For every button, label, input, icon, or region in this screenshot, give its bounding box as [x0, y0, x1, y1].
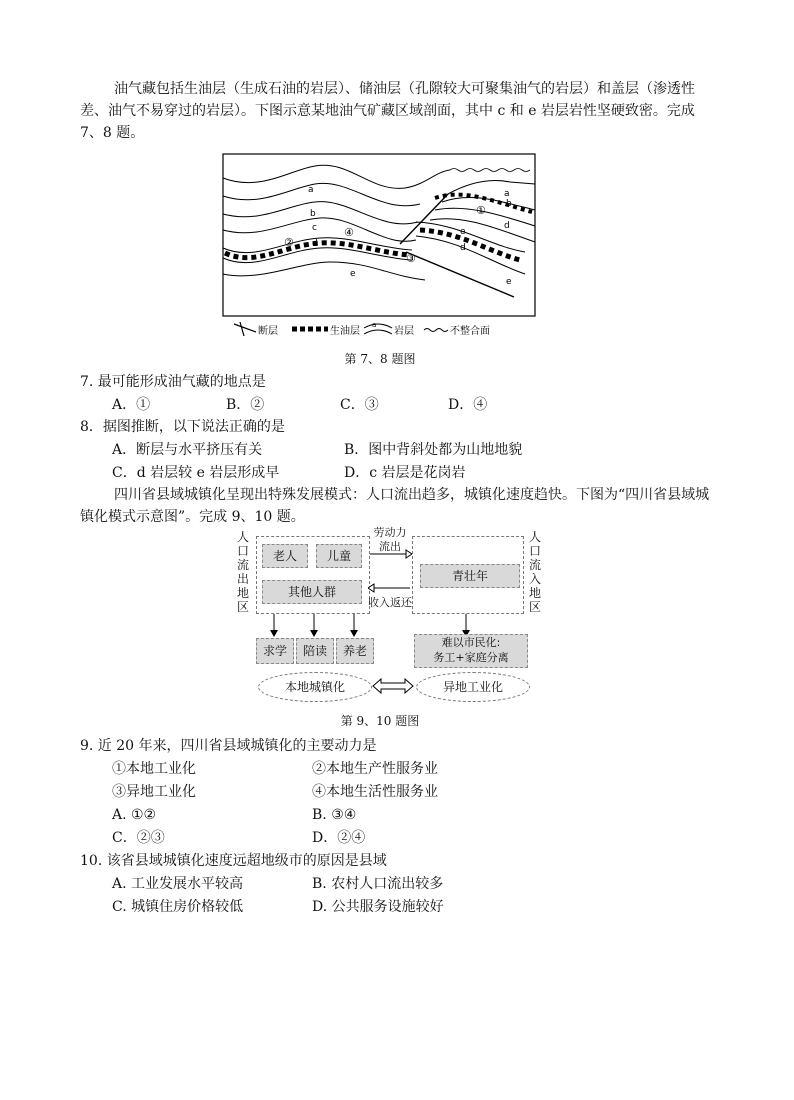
marker-1: ① [476, 204, 486, 217]
label-d-right-2: d [504, 221, 510, 231]
study-box: 求学 [256, 638, 294, 664]
oil-reservoir-figure [220, 152, 540, 342]
left-char-3: 出 [236, 572, 249, 586]
accompany-box: 陪读 [296, 638, 334, 664]
remote-industry-ellipse: 异地工业化 [416, 672, 530, 702]
rock-legend-icon [364, 324, 392, 334]
label-d: d [312, 239, 318, 249]
left-char-1: 口 [236, 544, 249, 558]
label-e: e [350, 269, 356, 279]
q9-stem: 9. 近 20 年来，四川省县域城镇化的主要动力是 [80, 738, 377, 754]
youth-box: 青壮年 [420, 564, 520, 588]
q7-option-a[interactable]: A．① [112, 397, 151, 413]
q9-item-2: ②本地生产性服务业 [312, 761, 438, 777]
label-a-right: a [504, 189, 510, 199]
hard-citizen-box [414, 634, 528, 668]
right-char-4: 地 [528, 586, 541, 600]
left-char-5: 区 [236, 600, 249, 614]
left-char-2: 流 [236, 558, 249, 572]
q8-option-a[interactable]: A．断层与水平挤压有关 [112, 442, 263, 458]
marker-2: ② [284, 236, 294, 249]
q9-item-1: ①本地工业化 [112, 761, 196, 777]
left-char-0: 人 [236, 530, 249, 544]
urbanization-figure [232, 528, 552, 708]
q8-stem: 8．据图推断，以下说法正确的是 [80, 419, 285, 435]
hard-citizen-line-1: 难以市民化: [441, 636, 501, 649]
q8-option-d[interactable]: D．c 岩层是花岗岩 [344, 465, 466, 481]
q8-option-c[interactable]: C．d 岩层较 e 岩层形成早 [112, 465, 280, 481]
label-b: b [310, 209, 316, 219]
label-e-right-2: e [506, 277, 512, 287]
fig2-caption: 第 9、10 题图 [340, 714, 420, 728]
retire-box: 养老 [336, 638, 374, 664]
q7-stem: 7. 最可能形成油气藏的地点是 [80, 374, 266, 390]
right-char-3: 入 [528, 572, 541, 586]
q10-option-a[interactable]: A. 工业发展水平较高 [112, 876, 244, 892]
q10-option-d[interactable]: D. 公共服务设施较好 [312, 899, 444, 915]
q9-item-4: ④本地生活性服务业 [312, 784, 438, 800]
left-char-4: 地 [236, 586, 249, 600]
q9-item-3: ③异地工业化 [112, 784, 196, 800]
unconformity-legend-icon [424, 329, 448, 332]
intro-9-10: 四川省县域城镇化呈现出特殊发展模式：人口流出趋多，城镇化速度趋快。下图为“四川省县域城镇化模式示意图”。完成 9、10 题。 [80, 487, 710, 525]
q9-option-a[interactable]: A. ①② [112, 807, 157, 823]
fault-legend-icon [234, 322, 256, 336]
labor-out-label-1: 劳动力 [373, 526, 407, 539]
right-char-2: 流 [528, 558, 541, 572]
q10-stem: 10. 该省县域城镇化速度远超地级市的原因是县域 [80, 853, 387, 869]
hard-citizen-line-2: 务工+家庭分离 [433, 651, 509, 664]
others-box: 其他人群 [262, 580, 362, 604]
q10-option-b[interactable]: B. 农村人口流出较多 [312, 876, 444, 892]
labor-out-label-2: 流出 [379, 540, 401, 553]
elderly-box: 老人 [262, 544, 308, 568]
q9-option-c[interactable]: C．②③ [112, 830, 165, 846]
local-urbanization-ellipse: 本地城镇化 [258, 672, 372, 702]
left-region-label [236, 530, 250, 614]
right-char-0: 人 [528, 530, 541, 544]
q7-option-b[interactable]: B．② [226, 397, 265, 413]
flow-arrows [368, 548, 412, 598]
q7-option-d[interactable]: D．④ [448, 397, 488, 413]
legend-rock-a: a [372, 321, 377, 329]
marker-4: ④ [344, 226, 354, 239]
q10-option-c[interactable]: C. 城镇住房价格较低 [112, 899, 244, 915]
legend-unconformity: 不整合面 [450, 326, 490, 337]
q9-option-d[interactable]: D．②④ [312, 830, 366, 846]
right-char-1: 口 [528, 544, 541, 558]
label-a: a [308, 185, 314, 195]
double-arrow-icon [372, 678, 414, 694]
label-b-right: b [506, 199, 512, 209]
q7-option-c[interactable]: C．③ [340, 397, 379, 413]
marker-3: ③ [406, 252, 416, 265]
right-char-5: 区 [528, 600, 541, 614]
label-c: c [312, 223, 317, 233]
right-region-label [528, 530, 542, 614]
q9-option-b[interactable]: B. ③④ [312, 807, 357, 823]
intro-7-8: 油气藏包括生油层（生成石油的岩层）、储油层（孔隙较大可聚集油气的岩层）和盖层（渗透性差、油气不易穿过的岩层）。下图示意某地油气矿藏区域剖面，其中 c 和 e 岩层岩性坚硬致密。完成 7、8 题。 [80, 81, 695, 141]
label-d-right: d [460, 243, 466, 253]
fig1-caption: 第 7、8 题图 [344, 352, 416, 366]
legend-fault: 断层 [258, 326, 278, 337]
q8-option-b[interactable]: B．图中背斜处都为山地地貌 [344, 442, 523, 458]
income-return-label: 收入返还 [368, 596, 412, 609]
children-box: 儿童 [316, 544, 362, 568]
legend-rock: 岩层 [394, 326, 414, 337]
label-e-right: e [460, 227, 466, 237]
legend-source: 生油层 [330, 326, 360, 337]
